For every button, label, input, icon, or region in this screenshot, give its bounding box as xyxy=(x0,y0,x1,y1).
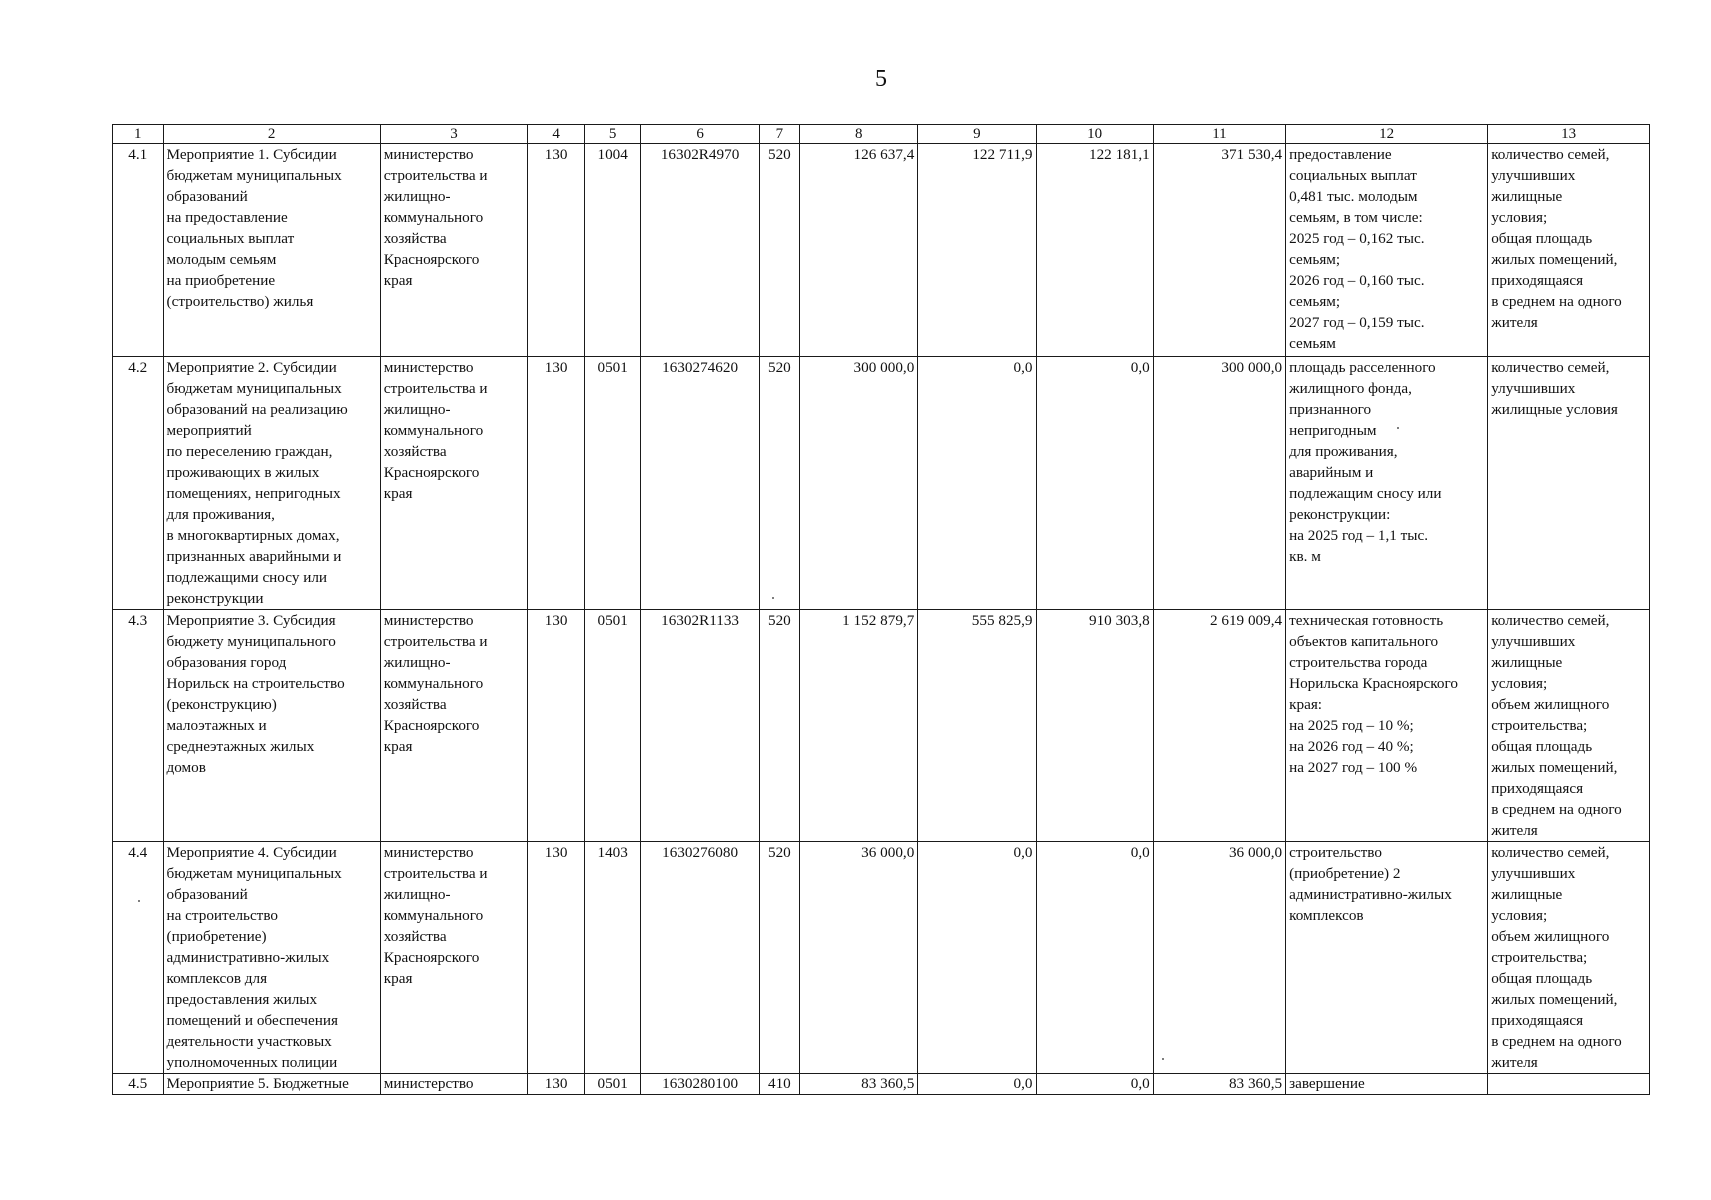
amount-2026: 0,0 xyxy=(918,842,1036,1074)
column-number: 11 xyxy=(1153,125,1285,144)
amount-2026: 555 825,9 xyxy=(918,610,1036,842)
column-number: 5 xyxy=(584,125,641,144)
csr-code: 16302R1133 xyxy=(641,610,759,842)
scan-speck xyxy=(138,900,140,902)
responsible-executor: министерство строительства и жилищно- коммунального хозяйства Красноярского края xyxy=(380,357,528,610)
row-number: 4.4 xyxy=(113,842,164,1074)
column-number: 12 xyxy=(1286,125,1488,144)
page-number: 5 xyxy=(875,66,887,92)
measure-name: Мероприятие 1. Субсидии бюджетам муниципальных образований на предоставление социальных выплат молодым семьям на приобретение (строительство) жилья xyxy=(163,144,380,357)
column-number: 6 xyxy=(641,125,759,144)
column-number: 7 xyxy=(759,125,799,144)
column-number: 3 xyxy=(380,125,528,144)
expected-result: строительство (приобретение) 2 административно-жилых комплексов xyxy=(1286,842,1488,1074)
amount-2027: 0,0 xyxy=(1036,842,1153,1074)
expected-result: предоставление социальных выплат 0,481 тыс. молодым семьям, в том числе: 2025 год – 0,162 тыс. семьям; 2026 год – 0,160 тыс. семьям; 2027 год – 0,159 тыс. семьям xyxy=(1286,144,1488,357)
indicator: количество семей, улучшивших жилищные условия; общая площадь жилых помещений, приходящаяся в среднем на одного жителя xyxy=(1488,144,1650,357)
rzpr-code: 1004 xyxy=(584,144,641,357)
column-number: 8 xyxy=(800,125,918,144)
vr-code: 520 xyxy=(759,144,799,357)
indicator: количество семей, улучшивших жилищные условия; объем жилищного строительства; общая площадь жилых помещений, приходящаяся в среднем на одного жителя xyxy=(1488,610,1650,842)
amount-2025: 1 152 879,7 xyxy=(800,610,918,842)
amount-2027: 910 303,8 xyxy=(1036,610,1153,842)
amount-2027: 0,0 xyxy=(1036,357,1153,610)
amount-2025: 126 637,4 xyxy=(800,144,918,357)
amount-2026: 0,0 xyxy=(918,1074,1036,1095)
amount-2025: 83 360,5 xyxy=(800,1074,918,1095)
csr-code: 1630274620 xyxy=(641,357,759,610)
grbs-code: 130 xyxy=(528,610,585,842)
column-number: 10 xyxy=(1036,125,1153,144)
amount-total: 36 000,0 xyxy=(1153,842,1285,1074)
vr-code: 520 xyxy=(759,357,799,610)
indicator xyxy=(1488,1074,1650,1095)
column-number: 2 xyxy=(163,125,380,144)
csr-code: 16302R4970 xyxy=(641,144,759,357)
column-number: 13 xyxy=(1488,125,1650,144)
responsible-executor: министерство xyxy=(380,1074,528,1095)
table-row xyxy=(113,842,1650,1074)
expected-result: завершение xyxy=(1286,1074,1488,1095)
scan-speck xyxy=(772,597,774,599)
grbs-code: 130 xyxy=(528,144,585,357)
rzpr-code: 0501 xyxy=(584,610,641,842)
column-number: 9 xyxy=(918,125,1036,144)
indicator: количество семей, улучшивших жилищные условия xyxy=(1488,357,1650,610)
amount-2025: 300 000,0 xyxy=(800,357,918,610)
indicator: количество семей, улучшивших жилищные условия; объем жилищного строительства; общая площадь жилых помещений, приходящаяся в среднем на одного жителя xyxy=(1488,842,1650,1074)
amount-2026: 122 711,9 xyxy=(918,144,1036,357)
csr-code: 1630276080 xyxy=(641,842,759,1074)
row-number: 4.1 xyxy=(113,144,164,357)
responsible-executor: министерство строительства и жилищно- коммунального хозяйства Красноярского края xyxy=(380,144,528,357)
csr-code: 1630280100 xyxy=(641,1074,759,1095)
amount-2026: 0,0 xyxy=(918,357,1036,610)
measure-name: Мероприятие 5. Бюджетные xyxy=(163,1074,380,1095)
measure-name: Мероприятие 4. Субсидии бюджетам муниципальных образований на строительство (приобретение) административно-жилых комплексов для предоставления жилых помещений и обеспечения деятельности участковых уполномоченных полиции xyxy=(163,842,380,1074)
vr-code: 520 xyxy=(759,842,799,1074)
rzpr-code: 0501 xyxy=(584,357,641,610)
column-number: 4 xyxy=(528,125,585,144)
amount-total: 300 000,0 xyxy=(1153,357,1285,610)
amount-2027: 122 181,1 xyxy=(1036,144,1153,357)
amount-total: 371 530,4 xyxy=(1153,144,1285,357)
measure-name: Мероприятие 3. Субсидия бюджету муниципального образования город Норильск на строительство (реконструкцию) малоэтажных и среднеэтажных жилых домов xyxy=(163,610,380,842)
table-row xyxy=(113,610,1650,842)
expected-result: площадь расселенного жилищного фонда, признанного непригодным для проживания, аварийным и подлежащим сносу или реконструкции: на 2025 год – 1,1 тыс. кв. м xyxy=(1286,357,1488,610)
amount-2027: 0,0 xyxy=(1036,1074,1153,1095)
column-number-row xyxy=(113,125,1650,144)
scan-speck xyxy=(1162,1058,1164,1060)
amount-total: 2 619 009,4 xyxy=(1153,610,1285,842)
row-number: 4.5 xyxy=(113,1074,164,1095)
program-measures-table xyxy=(112,124,1650,1095)
responsible-executor: министерство строительства и жилищно- коммунального хозяйства Красноярского края xyxy=(380,610,528,842)
measure-name: Мероприятие 2. Субсидии бюджетам муниципальных образований на реализацию мероприятий по переселению граждан, проживающих в жилых помещениях, непригодных для проживания, в многоквартирных домах, признанных аварийными и подлежащими сносу или реконструкции xyxy=(163,357,380,610)
scan-speck xyxy=(1397,427,1399,429)
table-row xyxy=(113,144,1650,357)
row-number: 4.3 xyxy=(113,610,164,842)
table-row xyxy=(113,357,1650,610)
rzpr-code: 1403 xyxy=(584,842,641,1074)
responsible-executor: министерство строительства и жилищно- коммунального хозяйства Красноярского края xyxy=(380,842,528,1074)
grbs-code: 130 xyxy=(528,842,585,1074)
rzpr-code: 0501 xyxy=(584,1074,641,1095)
column-number: 1 xyxy=(113,125,164,144)
vr-code: 410 xyxy=(759,1074,799,1095)
amount-total: 83 360,5 xyxy=(1153,1074,1285,1095)
amount-2025: 36 000,0 xyxy=(800,842,918,1074)
grbs-code: 130 xyxy=(528,357,585,610)
expected-result: техническая готовность объектов капитального строительства города Норильска Красноярского края: на 2025 год – 10 %; на 2026 год – 40 %; на 2027 год – 100 % xyxy=(1286,610,1488,842)
grbs-code: 130 xyxy=(528,1074,585,1095)
table-row xyxy=(113,1074,1650,1095)
row-number: 4.2 xyxy=(113,357,164,610)
vr-code: 520 xyxy=(759,610,799,842)
